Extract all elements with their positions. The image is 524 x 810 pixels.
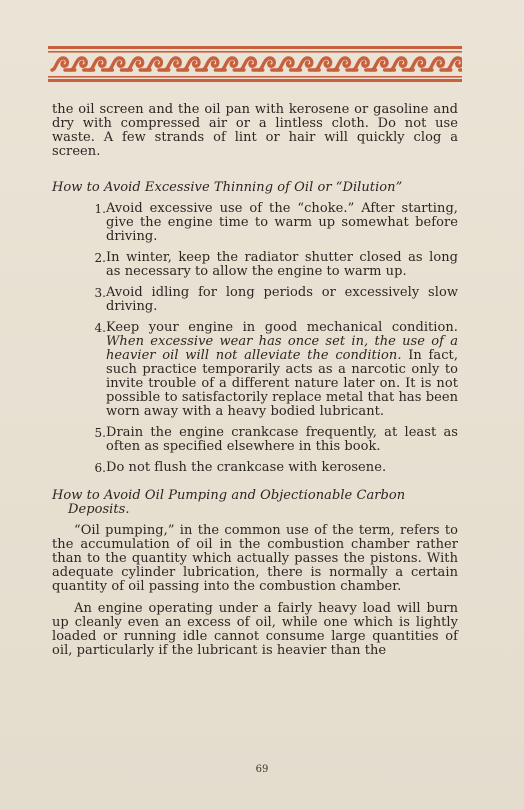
section-heading-oil-pumping [52, 489, 458, 517]
list-number: 5. [94, 426, 106, 440]
section-heading-line2: Deposits. [68, 502, 130, 517]
body-paragraph: An engine operating under a fairly heavy load will burn up cleanly even an excess of oil, while one which is lightly loaded or running idle cannot consume large quantities of oil, particularly if the lubricant is heavier than the [52, 601, 458, 658]
list-item-text: Drain the engine crankcase frequently, at least as often as specified elsewhere in this book. [106, 425, 458, 454]
list-item [52, 321, 458, 419]
list-item [52, 202, 458, 244]
dilution-tips-list [52, 202, 458, 475]
list-item-text-end: In fact, such practice temporarily acts as a narcotic only to invite trouble of a different nature later on. It is not possible to satisfactorily replace metal that has been worn away with a heavy bodied lubricant. [106, 348, 459, 419]
list-item-text: In winter, keep the radiator shutter closed as long as necessary to allow the engine to warm up. [106, 250, 458, 279]
page-content [52, 103, 458, 658]
list-item [52, 251, 458, 279]
intro-paragraph: the oil screen and the oil pan with kerosene or gasoline and dry with compressed air or a lintless cloth. Do not use waste. A few strands of lint or hair will quickly clog a screen. [52, 102, 458, 159]
list-number: 2. [94, 251, 106, 265]
wave-motif [447, 58, 462, 70]
list-number: 1. [94, 202, 106, 216]
section-heading-line1: How to Avoid Oil Pumping and Objectionable Carbon [52, 488, 406, 503]
list-item [52, 461, 458, 475]
list-item [52, 286, 458, 314]
list-number: 4. [94, 321, 106, 335]
list-item-text: Avoid idling for long periods or excessively slow driving. [106, 285, 458, 314]
list-item-text-italic: When excessive wear has once set in, the use of a heavier oil will not alleviate the condition. [106, 334, 458, 363]
page-number: 69 [255, 764, 269, 775]
list-number: 3. [94, 286, 106, 300]
list-item-text [106, 321, 458, 419]
decorative-wave-border [48, 46, 462, 82]
list-item-text: Avoid excessive use of the “choke.” After starting, give the engine time to warm up somewhat before driving. [106, 201, 458, 244]
section-heading-dilution: How to Avoid Excessive Thinning of Oil or “Dilution” [52, 180, 403, 195]
body-paragraph: “Oil pumping,” in the common use of the term, refers to the accumulation of oil in the combustion chamber rather than to the quantity which actually passes the pistons. With adequate cylinder lubrication, there is normally a certain quantity of oil passing into the combustion chamber. [52, 523, 458, 594]
list-item-text: Do not flush the crankcase with kerosene. [106, 460, 387, 475]
list-item [52, 426, 458, 454]
list-number: 6. [94, 461, 106, 475]
list-item-text-start: Keep your engine in good mechanical condition. [106, 320, 458, 335]
